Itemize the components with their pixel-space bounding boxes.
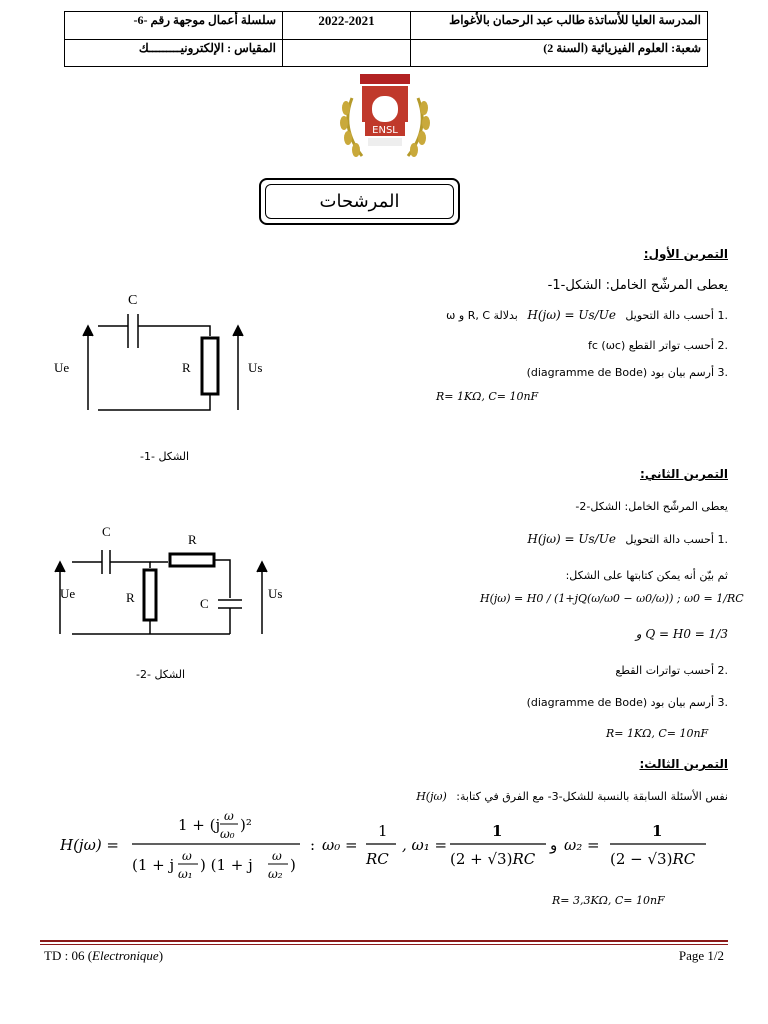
svg-text:)²: )² xyxy=(240,816,252,834)
footer-left-prefix: TD : 06 ( xyxy=(44,948,93,963)
fig1-label-us: Us xyxy=(248,360,263,375)
fig1-label-c: C xyxy=(128,293,138,308)
svg-text:H(jω) =: H(jω) = xyxy=(60,836,120,854)
svg-text:1: 1 xyxy=(652,822,663,840)
ex2-formula2: Q = H0 = 1/3 و xyxy=(635,627,728,641)
header-module: المقياس : الإلكترونيـــــــــك xyxy=(65,40,283,67)
ex1-q1-formula: H(jω) = Us/Ue xyxy=(527,308,616,322)
ex2-q2: .2 أحسب تواترات القطع xyxy=(615,664,728,677)
svg-text:1 + (j: 1 + (j xyxy=(178,816,221,834)
svg-text:ω₂ =: ω₂ = xyxy=(564,836,600,854)
svg-text:): ) xyxy=(290,856,296,874)
ex1-q2: .2 أحسب تواتر القطع (ωc) fc xyxy=(587,339,728,352)
svg-text:ω: ω xyxy=(182,849,192,863)
ex2-intro: يعطى المرشّح الخامل: الشكل-2- xyxy=(575,500,728,513)
fig2-label-us: Us xyxy=(268,586,283,601)
ex2-formula: H(jω) = H0 / (1+jQ(ω/ω0 − ω0/ω)) ; ω0 = 1/RC xyxy=(480,592,744,605)
svg-text:ω: ω xyxy=(224,809,234,823)
svg-text::: : xyxy=(310,836,316,854)
header-school: المدرسة العليا للأساتذة طالب عبد الرحمان بالأغواط xyxy=(411,12,708,40)
figure-1-circuit xyxy=(50,288,280,418)
fig2-label-c1: C xyxy=(102,524,111,539)
header-empty-cell xyxy=(283,40,411,67)
fig1-label-ue: Ue xyxy=(54,360,70,375)
fig2-label-c2: C xyxy=(200,596,209,611)
svg-text:(1 + j: (1 + j xyxy=(132,856,175,874)
footer-left xyxy=(44,948,163,964)
figure-2-circuit xyxy=(52,522,292,644)
header-table xyxy=(64,11,708,67)
svg-text:) (1 + j: ) (1 + j xyxy=(200,856,253,874)
svg-text:ω₀: ω₀ xyxy=(220,827,235,841)
ex1-q1: .1 أحسب دالة التحويل H(jω) = Us/Ue بدلالة R, C و ω xyxy=(446,308,728,322)
header-department: شعبة: العلوم الفيزيائية (السنة 2) xyxy=(411,40,708,67)
footer-rule-top xyxy=(40,940,728,942)
ex3-intro-formula: H(jω) xyxy=(416,790,447,803)
ex2-q1-formula: H(jω) = Us/Ue xyxy=(527,532,616,546)
svg-text:ω₁: ω₁ xyxy=(178,867,193,881)
footer-rule-bottom xyxy=(40,944,728,945)
ex1-values: R= 1KΩ, C= 10nF xyxy=(436,390,539,403)
svg-text:(2 − √3)RC: (2 − √3)RC xyxy=(610,850,696,868)
fig2-label-r2: R xyxy=(188,532,197,547)
ex3-formula xyxy=(60,806,720,882)
figure-2-caption: الشكل -2- xyxy=(136,668,186,681)
ex2-q3: .3 أرسم بيان بود (diagramme de Bode) xyxy=(526,696,728,709)
ex3-values: R= 3,3KΩ, C= 10nF xyxy=(552,894,665,907)
logo-text: ENSL xyxy=(372,125,398,136)
ex1-intro: يعطى المرشّح الخامل: الشكل-1- xyxy=(547,278,728,293)
ex2-show-text: ثم بيّن أنه يمكن كتابتها على الشكل: xyxy=(565,569,728,582)
fig1-label-r: R xyxy=(182,360,191,375)
svg-text:ω₂: ω₂ xyxy=(268,867,283,881)
ex2-q1-text: أحسب دالة التحويل xyxy=(625,533,714,546)
svg-text:, ω₁ =: , ω₁ = xyxy=(402,836,448,854)
ex3-intro-line xyxy=(416,790,728,803)
svg-text:ω₀ =: ω₀ = xyxy=(322,836,358,854)
ex1-q3-text: أرسم بيان بود (diagramme de Bode) xyxy=(526,366,714,379)
ex1-heading: التمرين الأول: xyxy=(643,247,728,261)
ex2-q3-text: أرسم بيان بود (diagramme de Bode) xyxy=(526,696,714,709)
figure-1-caption: الشكل -1- xyxy=(140,450,190,463)
footer-left-suffix: ) xyxy=(158,948,164,963)
ex1-q1-suffix: بدلالة R, C و ω xyxy=(446,309,518,322)
ex1-q2-text: أحسب تواتر القطع (ωc) fc xyxy=(587,339,714,352)
svg-text:ω: ω xyxy=(272,849,282,863)
ex1-q1-text: أحسب دالة التحويل xyxy=(625,309,714,322)
svg-text:1: 1 xyxy=(378,822,388,840)
svg-text:(2 + √3)RC: (2 + √3)RC xyxy=(450,850,536,868)
footer-page: Page 1/2 xyxy=(678,948,724,963)
header-year: 2022-2021 xyxy=(283,12,411,40)
fig2-label-r1: R xyxy=(126,590,135,605)
ex2-q1: .1 أحسب دالة التحويل H(jω) = Us/Ue xyxy=(527,532,728,546)
ex2-heading: التمرين الثاني: xyxy=(640,467,728,481)
ex3-heading: التمرين الثالث: xyxy=(639,757,728,771)
svg-text:و: و xyxy=(550,836,558,854)
ex2-q2-text: أحسب تواترات القطع xyxy=(615,664,714,677)
footer-left-italic: Electronique xyxy=(92,948,159,963)
ex3-intro: نفس الأسئلة السابقة بالنسبة للشكل-3- مع الفرق في كتابة: xyxy=(456,790,728,803)
ex1-q3: .3 أرسم بيان بود (diagramme de Bode) xyxy=(526,366,728,379)
school-logo xyxy=(332,68,438,168)
ex2-values: R= 1KΩ, C= 10nF xyxy=(606,727,709,740)
page-title: المرشحات xyxy=(265,184,454,219)
header-series: سلسلة أعمال موجهة رقم -6- xyxy=(65,12,283,40)
fig2-label-ue: Ue xyxy=(60,586,76,601)
title-box xyxy=(259,178,460,225)
svg-text:1: 1 xyxy=(492,822,503,840)
svg-text:RC: RC xyxy=(366,850,389,868)
